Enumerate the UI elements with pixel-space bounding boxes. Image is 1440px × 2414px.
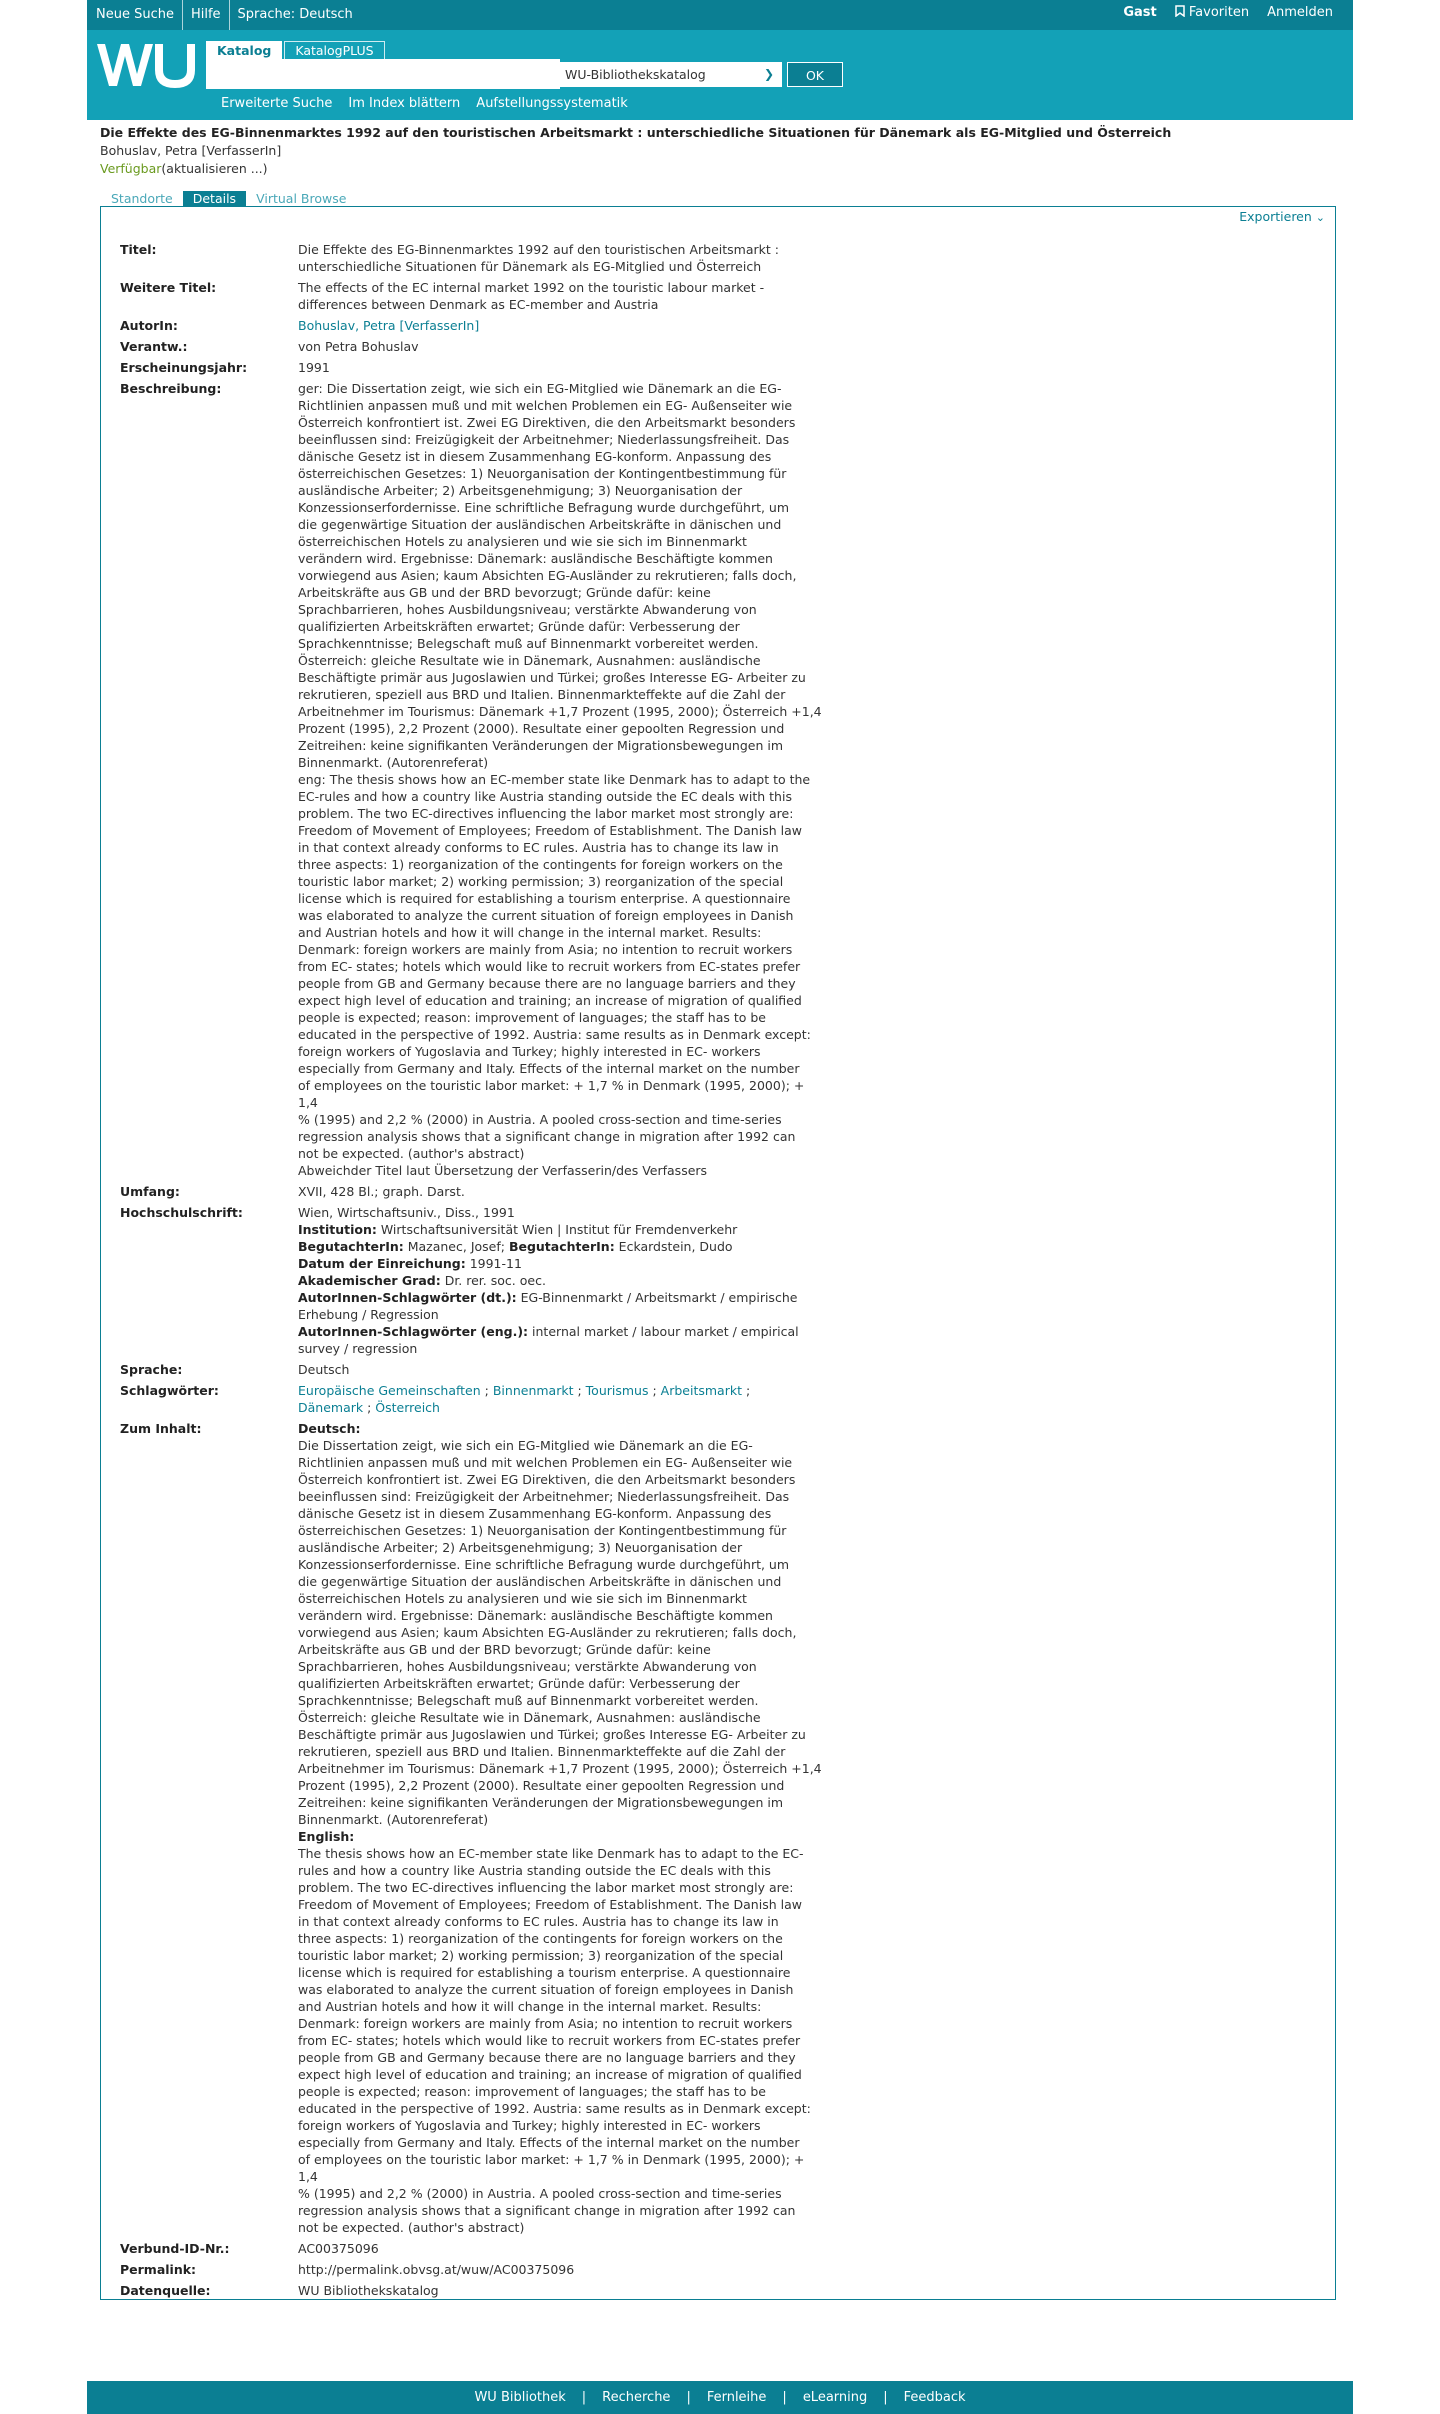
ok-button[interactable]: OK (787, 62, 843, 87)
guest-label: Gast (1123, 5, 1157, 20)
footer (87, 2381, 1353, 2414)
index-browse-link[interactable]: Im Index blättern (348, 96, 461, 111)
field-value: ger: Die Dissertation zeigt, wie sich ein EG-Mitglied wie Dänemark an die EG- Richtlinien anpassen muß und mit welchen Problemen ein EG- Außenseiter wie Österreich konfrontiert ist. Zwei EG Direktiven, die den Arbeitsmarkt besonders beeinflussen sind: Freizügigkeit der Arbeitnehmer; Niederlassungsfreiheit. Das dänische Gesetz ist in diesem Zusammenhang EG-konform. Anpassung des österreichischen Gesetzes: 1) Neuorganisation der Kontingentbestimmung für ausländische Arbeiter; 2) Arbeitsgenehmigung; 3) Neuorganisation der Konzessionserfordernisse. Eine schriftliche Befragung wurde durchgeführt, um die gegenwärtige Situation der ausländischen Arbeitskräfte in dänischen und österreichischen Hotels zu analysieren und wie sie sich im Binnenmarkt verändern wird. Ergebnisse: Dänemark: ausländische Beschäftigte kommen vorwiegend aus Asien; kaum Absichten EG-Ausländer zu rekrutieren; falls doch, Arbeitskräfte aus GB und der BRD bevorzugt; Gründe dafür: keine Sprachbarrieren, hohes Ausbildungsniveau; verstärkte Abwanderung von qualifizierten Arbeitskräften erwartet; Gründe dafür: Verbesserung der Sprachkenntnisse; Belegschaft muß auf Binnenmarkt vorbereitet werden. Österreich: gleiche Resultate wie in Dänemark, Ausnahmen: ausländische Beschäftigte primär aus Jugoslawien und Türkei; großes Interesse EG- Arbeiter zu rekrutieren, speziell aus BRD und Italien. Binnenmarkteffekte auf die Zahl der Arbeitnehmer im Tourismus: Dänemark +1,7 Prozent (1995, 2000); Österreich +1,4 Prozent (1995), 2,2 Prozent (2000). Resultate einer gepoolten Regression und Zeitreihen: keine signifikanten Veränderungen der Migrationsbewegungen im Binnenmarkt. (Autorenreferat) eng: The thesis shows how an EC-member state like Denmark has to adapt to the EC-rules and how a country like Austria standing outside the EC deals with this problem. The two EC-directives influencing the labor market most strongly are: Freedom of Movement of Employees; Freedom of Establishment. The Danish law in that context already conforms to EC rules. Austria has to change its law in three aspects: 1) reorganization of the contingents for foreign workers on the touristic labor market; 2) working permission; 3) reorganization of the special license which is required for establishing a tourism enterprise. A questionnaire was elaborated to analyze the current situation of foreign employees in Danish and Austrian hotels and how it will change in the internal market. Results: Denmark: foreign workers are mainly from Asia; no intention to recruit workers from EC- states; hotels which would like to recruit workers from EC-states prefer people from GB and Germany because there are no language barriers and they expect high level of education and training; an increase of migration of qualified people is expected; reason: improvement of languages; the staff has to be educated in the perspective of 1992. Austria: same results as in Denmark except: foreign workers of Yugoslavia and Turkey; highly interested in EC- workers especially from Germany and Italy. Effects of the internal market on the number of employees on the touristic labor market: + 1,7 % in Denmark (1995, 2000); + 1,4 % (1995) and 2,2 % (2000) in Austria. A pooled cross-section and time-series regression analysis shows that a significant change in migration after 1992 can not be expected. (author's abstract) Abweichder Titel laut Übersetzung der Verfasserin/des Verfassers (298, 381, 822, 1178)
field-label: Umfang: (120, 1184, 180, 1199)
thesis-line: Wien, Wirtschaftsuniv., Diss., 1991 (298, 1205, 515, 1220)
field-label: Zum Inhalt: (120, 1421, 202, 1436)
field-weitere-titel (120, 279, 840, 313)
catalog-select[interactable] (557, 62, 782, 87)
footer-link-feedback[interactable]: Feedback (903, 2390, 966, 2405)
reviewer-value: Mazanec, Josef; (403, 1239, 509, 1254)
english-abstract-label: English: (298, 1829, 355, 1844)
subject-link[interactable]: Dänemark (298, 1400, 364, 1415)
footer-link-wu-bibliothek[interactable]: WU Bibliothek (474, 2390, 566, 2405)
export-label: Exportieren (1239, 209, 1312, 224)
login-link[interactable]: Anmelden (1267, 5, 1333, 20)
tab-katalog[interactable]: Katalog (206, 41, 282, 59)
field-permalink (120, 2261, 840, 2278)
reviewer2-label: BegutachterIn: (508, 1239, 615, 1254)
permalink-value[interactable]: http://permalink.obvsg.at/wuw/AC00375096 (298, 2262, 575, 2277)
subject-link[interactable]: Binnenmarkt (492, 1383, 574, 1398)
catalog-select-value: WU-Bibliothekskatalog (565, 67, 706, 82)
details-fields (120, 241, 840, 2303)
field-value: von Petra Bohuslav (298, 339, 419, 354)
field-label: Hochschulschrift: (120, 1205, 243, 1220)
tab-details[interactable]: Details (183, 191, 246, 206)
subject-link[interactable]: Europäische Gemeinschaften (298, 1383, 481, 1398)
field-value: 1991 (298, 360, 330, 375)
field-value: AC00375096 (298, 2241, 379, 2256)
field-label: Beschreibung: (120, 381, 222, 396)
english-abstract: The thesis shows how an EC-member state like Denmark has to adapt to the EC- rules and how a country like Austria standing outside the EC deals with this problem. The two EC-directives influencing the labor market most strongly are: Freedom of Movement of Employees; Freedom of Establishment. The Danish law in that context already conforms to EC rules. Austria has to change its law in three aspects: 1) reorganization of the contingents for foreign workers on the touristic labor market; 2) working permission; 3) reorganization of the special license which is required for establishing a tourism enterprise. A questionnaire was elaborated to analyze the current situation of foreign employees in Danish and Austrian hotels and how it will change in the internal market. Results: Denmark: foreign workers are mainly from Asia; no intention to recruit workers from EC- states; hotels which would like to recruit workers from EC-states prefer people from GB and Germany because there are no language barriers and they expect high level of education and training; an increase of migration of qualified people is expected; reason: improvement of languages; the staff has to be educated in the perspective of 1992. Austria: same results as in Denmark except: foreign workers of Yugoslavia and Turkey; highly interested in EC- workers especially from Germany and Italy. Effects of the internal market on the number of employees on the touristic labor market: + 1,7 % in Denmark (1995, 2000); + 1,4 % (1995) and 2,2 % (2000) in Austria. A pooled cross-section and time-series regression analysis shows that a significant change in migration after 1992 can not be expected. (author's abstract) (298, 1846, 811, 2235)
author-link[interactable]: Bohuslav, Petra [VerfasserIn] (298, 318, 480, 333)
footer-link-fernleihe[interactable]: Fernleihe (706, 2390, 767, 2405)
wu-logo[interactable] (95, 40, 205, 90)
field-verantw (120, 338, 840, 355)
field-label: Weitere Titel: (120, 280, 217, 295)
field-schlagwoerter (120, 1382, 840, 1416)
field-titel (120, 241, 840, 275)
availability-status: Verfügbar (100, 161, 162, 176)
tab-katalogplus[interactable]: KatalogPLUS (284, 41, 384, 59)
footer-separator: | (782, 2390, 787, 2405)
tab-standorte[interactable]: Standorte (111, 191, 173, 206)
top-bar (87, 0, 1353, 30)
footer-separator: | (686, 2390, 691, 2405)
field-label: Titel: (120, 242, 157, 257)
field-hochschulschrift (120, 1204, 840, 1357)
bookmark-icon (1175, 5, 1185, 17)
subject-list (298, 1382, 823, 1416)
subject-separator: ; (648, 1383, 661, 1398)
export-button[interactable] (1239, 209, 1325, 224)
detail-tabs (101, 191, 356, 206)
field-jahr (120, 359, 840, 376)
chevron-down-icon: ❯ (763, 67, 774, 81)
subject-link[interactable]: Tourismus (585, 1383, 649, 1398)
field-label: Verantw.: (120, 339, 188, 354)
header (87, 30, 1353, 120)
institution-value: Wirtschaftsuniversität Wien | Institut für Fremdenverkehr (376, 1222, 738, 1237)
footer-link-elearning[interactable]: eLearning (802, 2390, 868, 2405)
new-search-link[interactable]: Neue Suche (96, 0, 183, 30)
language-link[interactable]: Sprache: Deutsch (237, 7, 353, 22)
german-abstract-label: Deutsch: (298, 1421, 361, 1436)
favorites-link[interactable] (1175, 0, 1249, 26)
footer-link-recherche[interactable]: Recherche (602, 2390, 671, 2405)
field-zum-inhalt (120, 1420, 840, 2236)
field-label: Permalink: (120, 2262, 197, 2277)
details-panel (100, 206, 1336, 2300)
keywords-en-value: internal market / labour market / empirical survey / regression (298, 1324, 799, 1356)
submission-date-label: Datum der Einreichung: (298, 1256, 466, 1271)
field-value (298, 1204, 823, 1357)
field-label: Erscheinungsjahr: (120, 360, 248, 375)
record-header (87, 124, 1353, 178)
field-label: Schlagwörter: (120, 1383, 219, 1398)
availability (100, 160, 1353, 178)
field-verbund-id (120, 2240, 840, 2257)
help-link[interactable]: Hilfe (183, 0, 230, 30)
field-label: Datenquelle: (120, 2283, 211, 2298)
german-abstract: Die Dissertation zeigt, wie sich ein EG-Mitglied wie Dänemark an die EG- Richtlinien anpassen muß und mit welchen Problemen ein EG- Außenseiter wie Österreich konfrontiert ist. Zwei EG Direktiven, die den Arbeitsmarkt besonders beeinflussen sind: Freizügigkeit der Arbeitnehmer; Niederlassungsfreiheit. Das dänische Gesetz ist in diesem Zusammenhang EG-konform. Anpassung des österreichischen Gesetzes: 1) Neuorganisation der Kontingentbestimmung für ausländische Arbeiter; 2) Arbeitsgenehmigung; 3) Neuorganisation der Konzessionserfordernisse. Eine schriftliche Befragung wurde durchgeführt, um die gegenwärtige Situation der ausländischen Arbeitskräfte in dänischen und österreichischen Hotels zu analysieren und wie sie sich im Binnenmarkt verändern wird. Ergebnisse: Dänemark: ausländische Beschäftigte kommen vorwiegend aus Asien; kaum Absichten EG-Ausländer zu rekrutieren; falls doch, Arbeitskräfte aus GB und der BRD bevorzugt; Gründe dafür: keine Sprachbarrieren, hohes Ausbildungsniveau; verstärkte Abwanderung von qualifizierten Arbeitskräften erwartet; Gründe dafür: Verbesserung der Sprachkenntnisse; Belegschaft muß auf Binnenmarkt vorbereitet werden. Österreich: gleiche Resultate wie in Dänemark, Ausnahmen: ausländische Beschäftigte primär aus Jugoslawien und Türkei; großes Interesse EG- Arbeiter zu rekrutieren, speziell aus BRD und Italien. Binnenmarkteffekte auf die Zahl der Arbeitnehmer im Tourismus: Dänemark +1,7 Prozent (1995, 2000); Österreich +1,4 Prozent (1995), 2,2 Prozent (2000). Resultate einer gepoolten Regression und Zeitreihen: keine signifikanten Veränderungen der Migrationsbewegungen im Binnenmarkt. (Autorenreferat) (298, 1438, 822, 1827)
degree-value: Dr. rer. soc. oec. (440, 1273, 546, 1288)
field-label: Verbund-ID-Nr.: (120, 2241, 230, 2256)
record-title: Die Effekte des EG-Binnenmarktes 1992 auf den touristischen Arbeitsmarkt : unterschiedliche Situationen für Dänemark als EG-Mitglied und Österreich (100, 125, 1172, 140)
search-input[interactable] (206, 59, 560, 89)
subject-separator: ; (363, 1400, 376, 1415)
chevron-down-icon: ⌄ (1315, 211, 1325, 224)
field-value: XVII, 428 Bl.; graph. Darst. (298, 1184, 465, 1199)
tab-virtual-browse[interactable]: Virtual Browse (256, 191, 347, 206)
submission-date-value: 1991-11 (465, 1256, 522, 1271)
field-value: Die Effekte des EG-Binnenmarktes 1992 auf den touristischen Arbeitsmarkt : unterschiedliche Situationen für Dänemark als EG-Mitglied und Österreich (298, 242, 779, 274)
subject-separator: ; (480, 1383, 493, 1398)
favorites-label: Favoriten (1188, 5, 1250, 20)
subject-link[interactable]: Österreich (375, 1400, 440, 1415)
field-autor (120, 317, 840, 334)
degree-label: Akademischer Grad: (298, 1273, 441, 1288)
field-value: Deutsch (298, 1362, 350, 1377)
footer-separator: | (581, 2390, 587, 2405)
advanced-search-link[interactable]: Erweiterte Suche (221, 96, 333, 111)
refresh-availability-link[interactable]: (aktualisieren ...) (161, 161, 268, 176)
shelf-classification-link[interactable]: Aufstellungssystematik (476, 96, 628, 111)
field-value: The effects of the EC internal market 1992 on the touristic labour market - differences between Denmark as EC-member and Austria (298, 280, 765, 312)
record-author: Bohuslav, Petra [VerfasserIn] (100, 143, 282, 158)
subject-separator: ; (741, 1383, 751, 1398)
reviewer2-value: Eckardstein, Dudo (614, 1239, 733, 1254)
field-datenquelle (120, 2282, 840, 2299)
field-beschreibung (120, 380, 840, 1179)
field-value: WU Bibliothekskatalog (298, 2283, 439, 2298)
subject-separator: ; (573, 1383, 586, 1398)
subject-link[interactable]: Arbeitsmarkt (660, 1383, 742, 1398)
reviewer-label: BegutachterIn: (298, 1239, 404, 1254)
field-label: AutorIn: (120, 318, 178, 333)
keywords-en-label: AutorInnen-Schlagwörter (eng.): (298, 1324, 529, 1339)
keywords-de-label: AutorInnen-Schlagwörter (dt.): (298, 1290, 517, 1305)
field-sprache (120, 1361, 840, 1378)
keywords-de-value: EG-Binnenmarkt / Arbeitsmarkt / empirische Erhebung / Regression (298, 1290, 798, 1322)
footer-separator: | (883, 2390, 888, 2405)
institution-label: Institution: (298, 1222, 377, 1237)
field-value (298, 1420, 823, 2236)
field-umfang (120, 1183, 840, 1200)
field-label: Sprache: (120, 1362, 183, 1377)
